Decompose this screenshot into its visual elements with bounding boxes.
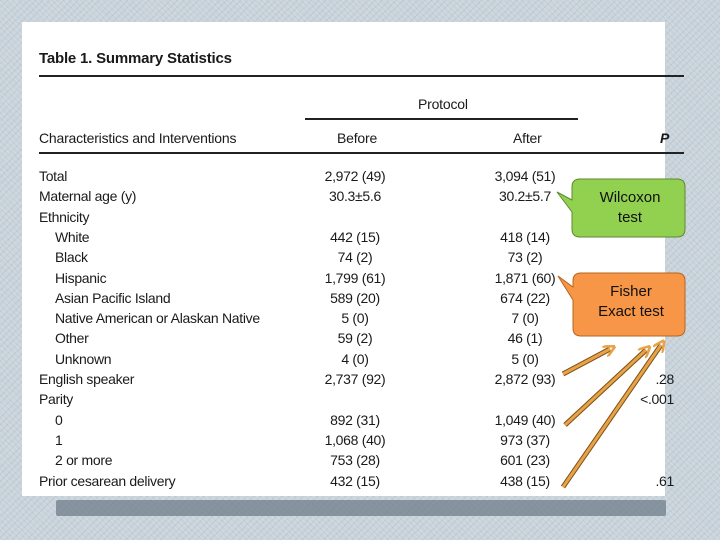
label-column-header: Characteristics and Interventions [39,130,237,146]
after-value: 1,871 (60) [494,269,556,286]
before-value: 753 (28) [330,452,380,469]
row-label: Asian Pacific Island [55,289,171,306]
row-label: English speaker [39,371,135,387]
before-column-header: Before [337,130,378,146]
row-label: Prior cesarean delivery [39,472,176,489]
before-value: 5 (0) [341,310,369,327]
row-label: Unknown [55,350,112,367]
row-label: Hispanic [55,269,107,286]
wilcoxon-line2: test [617,209,643,226]
row-label: Ethnicity [39,208,90,225]
fisher-line1: Fisher [610,283,652,300]
after-value: 418 (14) [500,228,550,245]
before-value: 1,068 (40) [324,431,386,448]
wilcoxon-line1: Wilcoxon [599,189,661,206]
row-label: White [55,228,90,245]
pointer-arrows [563,345,661,487]
row-label: Parity [39,391,73,408]
protocol-group-header: Protocol [418,96,468,112]
after-value: 601 (23) [500,452,550,469]
p-column-header: P [660,130,670,146]
before-value: 432 (15) [330,472,380,489]
after-value: 5 (0) [511,350,539,367]
before-value: 442 (15) [330,228,380,245]
row-label: Native American or Alaskan Native [55,310,260,327]
p-value: <.001 [640,391,674,408]
row-label: Total [39,168,68,184]
row-label: 0 [55,411,63,428]
before-value: 892 (31) [330,411,380,428]
after-value: 1,049 (40) [494,411,556,428]
after-value: 3,094 (51) [494,168,556,184]
after-value: 973 (37) [500,431,550,448]
after-value: 7 (0) [511,310,539,327]
after-value: 30.2±5.7 [499,188,551,205]
row-label: 1 [55,431,63,448]
p-value: .28 [655,371,674,387]
before-value: 4 (0) [341,350,369,367]
after-column-header: After [513,130,542,146]
after-value: 46 (1) [507,330,543,347]
p-value: .61 [655,472,674,489]
before-value: 589 (20) [330,289,380,306]
after-value: 2,872 (93) [494,371,556,387]
row-label: Other [55,330,89,347]
before-value: 2,972 (49) [324,168,386,184]
row-label: Black [55,249,88,266]
fisher-line2: Exact test [598,303,664,320]
row-label: Maternal age (y) [39,188,137,205]
after-value: 674 (22) [500,289,550,306]
after-value: 438 (15) [500,472,550,489]
before-value: 1,799 (61) [324,269,386,286]
fisher-callout-text [576,282,686,322]
before-value: 59 (2) [337,330,373,347]
after-value: 73 (2) [507,249,543,266]
before-value: 74 (2) [337,249,373,266]
before-value: 30.3±5.6 [329,188,381,205]
row-label: 2 or more [55,452,113,469]
before-value: 2,737 (92) [324,371,386,387]
wilcoxon-callout-text [576,188,684,228]
table-title: Table 1. Summary Statistics [39,50,232,67]
